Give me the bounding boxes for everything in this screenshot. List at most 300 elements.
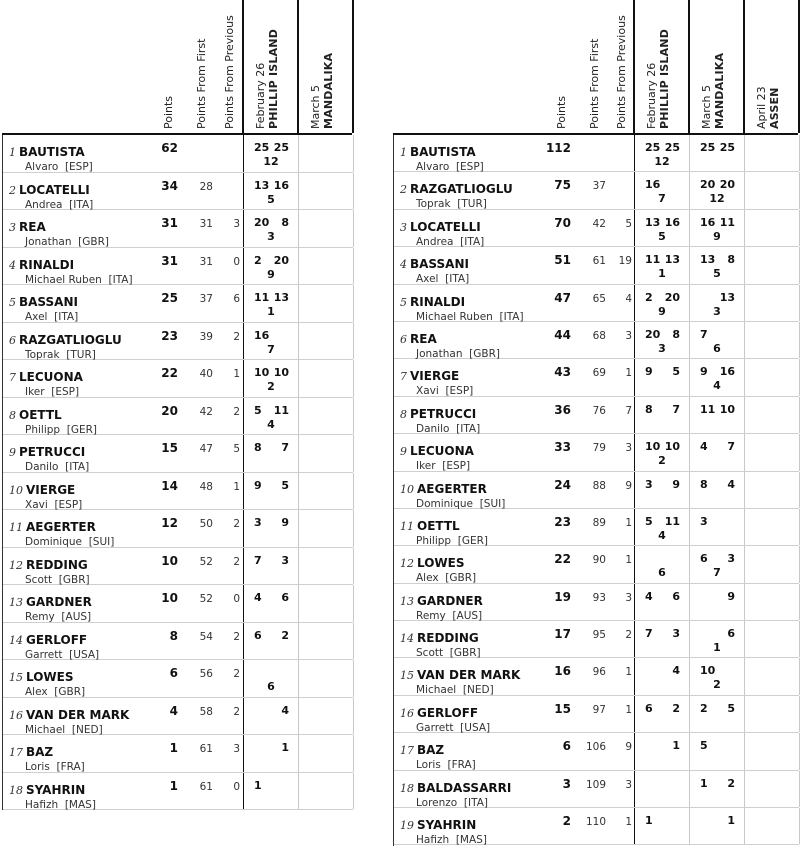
rider-first-name-line: [25, 724, 129, 736]
rider-points-from-previous: 9: [625, 741, 632, 754]
rider-last-name: GARDNER: [417, 593, 483, 608]
row-end-divider: [353, 323, 354, 360]
rider-last-name: PETRUCCI: [410, 406, 477, 421]
race1-points: 9: [254, 478, 262, 492]
superpole-race-points: 5: [658, 229, 666, 243]
race2-points: 10: [664, 440, 680, 454]
rider-first-name-line: [416, 535, 488, 547]
rider-first-name: Garrett: [25, 648, 63, 661]
rider-first-name: Philipp: [25, 423, 61, 436]
rider-cell: [400, 552, 476, 584]
superpole-race-points: 1: [713, 641, 721, 655]
race-track: MANDALIKA: [322, 52, 335, 129]
rider-points-from-first: 48: [199, 480, 213, 493]
rider-first-name: Michael Ruben: [416, 310, 493, 323]
race1-points: 1: [254, 778, 262, 792]
rider-points-from-first: 42: [592, 217, 606, 230]
row-end-divider: [353, 173, 354, 210]
rider-last-name: BAZ: [26, 745, 54, 759]
race-date: February 26: [254, 62, 267, 129]
race2-points: 1: [672, 739, 680, 753]
rider-last-name: LOCATELLI: [19, 182, 90, 197]
header-points: Points: [555, 95, 568, 129]
race-result-cell: [243, 735, 298, 772]
race-result-cell: [243, 548, 298, 585]
rider-points-from-first: 90: [592, 554, 606, 567]
rider-points: 17: [554, 627, 571, 642]
race1-points: 2: [645, 290, 653, 304]
row-end-divider: [353, 510, 354, 547]
rider-position: 16: [400, 706, 414, 720]
race2-points: 11: [273, 403, 289, 417]
rider-nationality: [ITA]: [460, 235, 485, 248]
table-row: [394, 210, 799, 247]
rider-cell: [400, 216, 484, 248]
rider-nationality: [NED]: [462, 684, 494, 697]
row-end-divider: [353, 473, 354, 510]
rider-points: 15: [554, 701, 571, 716]
rider-position: 15: [400, 669, 414, 683]
race-date: March 5: [700, 84, 713, 129]
rider-first-name: Axel: [416, 273, 439, 286]
rider-last-name: AEGERTER: [417, 481, 487, 496]
race-result-cell: [689, 210, 744, 246]
rider-first-name-line: [416, 684, 520, 696]
rider-points-from-previous: 0: [233, 255, 240, 268]
rider-nationality: [ITA]: [108, 273, 133, 286]
row-end-divider: [353, 698, 354, 735]
race-result-cell: [689, 771, 744, 807]
race2-points: 20: [664, 290, 680, 304]
superpole-race-points: 1: [658, 267, 666, 281]
rider-first-name-line: [416, 797, 511, 809]
row-end-divider: [353, 135, 354, 172]
rider-position: 13: [9, 596, 23, 609]
rider-points: 31: [161, 253, 178, 268]
rider-cell: [400, 403, 480, 435]
race1-points: 8: [700, 477, 708, 491]
race2-points: 7: [727, 440, 735, 454]
race-result-cell: [298, 323, 353, 360]
race2-points: 7: [281, 441, 289, 454]
race1-points: 16: [700, 215, 716, 229]
race-result-cell: [243, 585, 298, 622]
rider-last-name: LOCATELLI: [410, 219, 481, 234]
rider-position: 8: [9, 408, 16, 422]
race-result-cell: [689, 172, 744, 208]
rider-points: 25: [161, 291, 178, 305]
race1-points: 20: [645, 327, 661, 341]
race1-points: 20: [700, 178, 716, 192]
rider-first-name: Axel: [25, 311, 48, 323]
rider-first-name-line: [25, 349, 122, 361]
race2-points: 9: [281, 516, 289, 529]
race-result-cell: [744, 322, 799, 358]
rider-first-name: Andrea: [416, 235, 454, 248]
race1-points: 3: [645, 477, 653, 491]
superpole-race-points: 6: [713, 341, 721, 355]
race-result-cell: [243, 210, 298, 247]
rider-first-name: Remy: [416, 609, 446, 622]
rider-first-name-line: [25, 574, 90, 586]
race-result-cell: [298, 360, 353, 397]
race1-points: 2: [700, 701, 708, 715]
rider-points-from-first: 40: [199, 368, 213, 380]
race-result-cell: [243, 285, 298, 322]
rider-first-name-line: [25, 161, 93, 173]
table-row: [394, 621, 799, 658]
race-result-cell: [634, 546, 689, 582]
race-result-cell: [243, 660, 298, 697]
table-body: [393, 135, 798, 846]
race-result-cell: [298, 398, 353, 435]
race2-points: 5: [727, 701, 735, 715]
race1-points: 4: [254, 591, 262, 604]
rider-nationality: [ESP]: [442, 460, 471, 473]
rider-points-from-previous: 2: [233, 405, 240, 418]
rider-first-name-line: [25, 799, 96, 811]
race-result-cell: [634, 509, 689, 545]
race1-points: 8: [645, 402, 653, 416]
rider-position: 11: [400, 519, 414, 533]
table-row: [394, 359, 799, 396]
rider-points: 112: [545, 141, 571, 155]
rider-points: 12: [161, 516, 178, 530]
rider-points-from-first: 58: [199, 705, 213, 718]
race1-points: 10: [700, 664, 716, 678]
table-row: [3, 435, 353, 473]
rider-first-name-line: [25, 236, 109, 248]
rider-cell: [400, 440, 474, 472]
race-result-cell: [744, 434, 799, 470]
rider-first-name: Iker: [25, 386, 45, 398]
race2-points: 4: [281, 703, 289, 717]
superpole-race-points: 5: [713, 267, 721, 281]
race2-points: 10: [719, 402, 735, 416]
race2-points: 16: [273, 178, 289, 192]
rider-points: 34: [161, 178, 178, 193]
superpole-race-points: 9: [658, 304, 666, 318]
rider-nationality: [ESP]: [64, 161, 93, 173]
rider-position: 1: [9, 146, 16, 159]
rider-points-from-previous: 5: [625, 217, 632, 230]
race-result-cell: [298, 585, 353, 622]
rider-first-name: Danilo: [25, 461, 59, 473]
rider-points-from-first: 109: [585, 778, 606, 791]
rider-nationality: [GBR]: [449, 647, 481, 660]
rider-points-from-first: 37: [199, 293, 213, 305]
rider-nationality: [GER]: [66, 423, 98, 436]
superpole-race-points: 3: [713, 304, 721, 318]
rider-first-name: Toprak: [416, 198, 451, 211]
rider-points-from-previous: 1: [625, 367, 632, 380]
table-row: [3, 548, 353, 586]
race-result-cell: [689, 584, 744, 620]
rider-position: 4: [9, 258, 16, 272]
rider-cell: [9, 741, 85, 773]
race-track: MANDALIKA: [713, 52, 726, 129]
rider-cell: [9, 666, 85, 698]
table-row: [3, 210, 353, 248]
row-end-divider: [353, 285, 354, 322]
table-row: [394, 546, 799, 583]
header-points-from-previous: Points From Previous: [615, 15, 628, 129]
rider-position: 14: [9, 633, 23, 647]
race-header-label: [700, 53, 726, 129]
race-track: PHILLIP ISLAND: [658, 28, 671, 129]
race1-points: 6: [254, 628, 262, 642]
rider-first-name: Jonathan: [25, 236, 72, 248]
race-result-cell: [634, 322, 689, 358]
race1-points: 16: [254, 328, 270, 342]
table-row: [394, 285, 799, 322]
rider-first-name-line: [416, 610, 483, 622]
superpole-race-points: 9: [713, 229, 721, 243]
rider-cell: [400, 478, 505, 510]
race2-points: 1: [727, 814, 735, 828]
race-result-cell: [634, 771, 689, 807]
rider-points: 47: [554, 290, 571, 305]
row-end-divider: [353, 623, 354, 660]
rider-first-name-line: [416, 423, 480, 435]
race2-points: 1: [281, 741, 289, 754]
rider-position: 4: [400, 258, 407, 272]
rider-points-from-first: 50: [199, 518, 213, 530]
race-track: ASSEN: [768, 87, 781, 129]
superpole-race-points: 7: [267, 342, 275, 356]
rider-points-from-first: 28: [199, 180, 213, 193]
rider-first-name: Alex: [25, 686, 48, 698]
table-row: [394, 434, 799, 471]
rider-points: 51: [554, 253, 571, 268]
rider-points: 8: [169, 628, 178, 643]
rider-last-name: AEGERTER: [26, 520, 96, 534]
race-result-cell: [689, 621, 744, 657]
table-row: [394, 322, 799, 359]
rider-points: 6: [169, 666, 178, 680]
rider-last-name: SYAHRIN: [417, 818, 477, 833]
rider-first-name: Scott: [25, 573, 53, 586]
row-end-divider: [353, 735, 354, 772]
race-result-cell: [634, 285, 689, 321]
race2-points: 2: [672, 701, 680, 715]
race2-points: 5: [281, 478, 289, 492]
rider-position: 13: [400, 594, 414, 608]
rider-points-from-previous: 4: [625, 292, 632, 305]
race-header-label: [254, 29, 280, 129]
rider-position: 11: [9, 521, 23, 534]
race-result-cell: [634, 733, 689, 769]
race2-points: 11: [664, 514, 680, 528]
race2-points: 16: [664, 215, 680, 229]
rider-points: 20: [161, 403, 178, 418]
race1-points: 6: [645, 701, 653, 715]
rider-points: 36: [554, 402, 571, 417]
rider-first-name: Michael: [25, 723, 66, 736]
rider-last-name: GARDNER: [26, 595, 92, 609]
rider-nationality: [GBR]: [445, 572, 477, 585]
rider-points-from-first: 96: [592, 666, 606, 679]
race2-points: 4: [727, 477, 735, 491]
rider-points: 2: [562, 814, 571, 829]
table-row: [394, 397, 799, 434]
race-result-cell: [243, 473, 298, 510]
rider-cell: [400, 253, 469, 285]
rider-first-name-line: [416, 348, 500, 360]
rider-nationality: [ITA]: [69, 198, 94, 211]
rider-nationality: [FRA]: [447, 759, 476, 772]
race2-points: 16: [719, 365, 735, 379]
race-result-cell: [243, 698, 298, 735]
rider-points: 23: [161, 328, 178, 343]
rider-first-name-line: [25, 424, 97, 436]
superpole-race-points: 12: [263, 155, 279, 168]
table-row: [394, 472, 799, 509]
rider-last-name: VAN DER MARK: [417, 668, 521, 683]
rider-position: 15: [9, 671, 23, 684]
rider-points-from-previous: 3: [625, 329, 632, 342]
rider-cell: [9, 629, 99, 661]
rider-first-name: Toprak: [25, 348, 60, 361]
rider-nationality: [USA]: [460, 721, 491, 734]
rider-nationality: [USA]: [69, 648, 100, 661]
rider-last-name: REA: [19, 220, 46, 234]
race-result-cell: [634, 172, 689, 208]
rider-points-from-previous: 19: [618, 255, 632, 268]
rider-points-from-first: 106: [585, 741, 606, 754]
rider-first-name-line: [416, 273, 469, 285]
race-result-cell: [689, 696, 744, 732]
race-result-cell: [298, 548, 353, 585]
race2-points: 9: [727, 589, 735, 603]
race2-points: 6: [281, 591, 289, 604]
superpole-race-points: 6: [267, 680, 275, 693]
race-result-cell: [298, 473, 353, 510]
rider-points-from-previous: 3: [233, 218, 240, 230]
rider-first-name: Philipp: [416, 534, 452, 547]
race1-points: 11: [254, 291, 270, 304]
rider-position: 5: [9, 296, 16, 309]
race2-points: 8: [672, 327, 680, 341]
rider-points-from-previous: 2: [233, 330, 240, 343]
rider-last-name: BASSANI: [19, 295, 78, 309]
rider-nationality: [SUI]: [88, 536, 115, 548]
table-row: [3, 360, 353, 398]
rider-points-from-previous: 2: [233, 630, 240, 643]
table-row: [394, 135, 799, 172]
rider-points-from-first: 97: [592, 703, 606, 716]
race-result-cell: [634, 808, 689, 844]
rider-position: 9: [9, 446, 16, 459]
rider-first-name: Danilo: [416, 422, 450, 435]
rider-points-from-first: 61: [199, 743, 213, 755]
race-header-phillip-island: [633, 0, 690, 133]
rider-points: 31: [161, 216, 178, 230]
table-row: [394, 733, 799, 770]
table-row: [3, 735, 353, 773]
rider-points-from-previous: 9: [625, 479, 632, 492]
rider-first-name: Hafizh: [25, 798, 59, 811]
rider-last-name: GERLOFF: [417, 705, 479, 720]
race-result-cell: [689, 397, 744, 433]
race-result-cell: [298, 248, 353, 285]
rider-position: 19: [400, 819, 414, 833]
rider-nationality: [ESP]: [445, 385, 474, 398]
rider-points-from-first: 56: [199, 668, 213, 680]
race1-points: 7: [254, 553, 262, 567]
rider-position: 6: [400, 332, 407, 346]
rider-cell: [400, 291, 524, 323]
rider-cell: [9, 141, 93, 173]
row-end-divider: [353, 548, 354, 585]
race-result-cell: [634, 247, 689, 283]
row-end-divider: [353, 435, 354, 472]
race-result-cell: [689, 733, 744, 769]
rider-first-name: Dominique: [25, 536, 83, 548]
race1-points: 3: [254, 516, 262, 529]
rider-position: 18: [400, 781, 414, 795]
race-result-cell: [243, 135, 298, 172]
rider-last-name: LECUONA: [410, 444, 474, 459]
rider-points-from-previous: 6: [233, 293, 240, 305]
rider-first-name: Remy: [25, 611, 55, 623]
row-end-divider: [353, 210, 354, 247]
rider-points: 10: [161, 553, 178, 568]
rider-cell: [9, 329, 122, 361]
rider-position: 12: [9, 558, 23, 572]
rider-points-from-first: 42: [199, 405, 213, 418]
rider-cell: [9, 704, 129, 736]
table-row: [3, 248, 353, 286]
race1-points: 9: [645, 365, 653, 379]
rider-nationality: [ESP]: [455, 161, 484, 173]
rider-points-from-first: 52: [199, 555, 213, 568]
race2-points: 11: [719, 215, 735, 229]
rider-points: 14: [161, 478, 178, 493]
rider-cell: [9, 366, 83, 398]
rider-last-name: RINALDI: [19, 257, 75, 272]
table-row: [3, 623, 353, 661]
race1-points: 6: [700, 552, 708, 566]
rider-first-name-line: [416, 161, 484, 173]
race1-points: 3: [700, 514, 708, 528]
rider-nationality: [ITA]: [463, 796, 488, 809]
table-body: [2, 135, 352, 810]
race-result-cell: [298, 773, 353, 810]
rider-nationality: [GBR]: [469, 347, 501, 360]
rider-first-name-line: [416, 759, 476, 771]
rider-points-from-previous: 2: [233, 705, 240, 718]
race-result-cell: [744, 771, 799, 807]
rider-cell: [400, 814, 487, 846]
race-result-cell: [744, 135, 799, 171]
race2-points: 20: [273, 253, 289, 267]
race2-points: 10: [273, 366, 289, 379]
rider-position: 17: [9, 746, 23, 759]
rider-points-from-first: 88: [592, 479, 606, 492]
rider-last-name: LOWES: [26, 670, 74, 684]
rider-nationality: [GBR]: [78, 236, 110, 248]
table-row: [394, 696, 799, 733]
rider-points: 3: [562, 776, 571, 791]
race-result-cell: [243, 323, 298, 360]
rider-position: 14: [400, 632, 414, 646]
rider-points: 70: [554, 215, 571, 230]
race-date: March 5: [309, 84, 322, 129]
row-end-divider: [353, 585, 354, 622]
superpole-race-points: 7: [713, 566, 721, 580]
rider-points-from-first: 61: [592, 255, 606, 268]
